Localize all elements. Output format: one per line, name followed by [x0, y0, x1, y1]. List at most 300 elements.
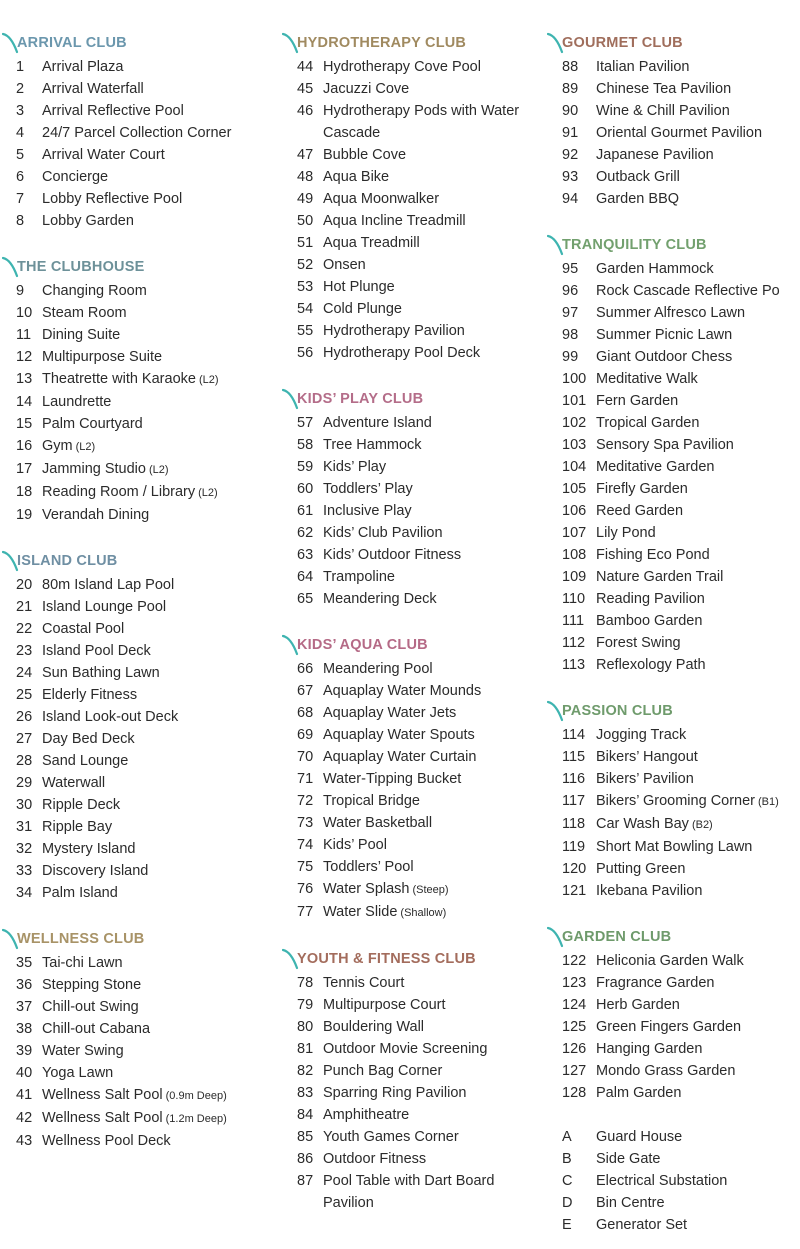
item-note: (L2): [198, 487, 218, 499]
item-name: Lily Pond: [596, 525, 656, 541]
list-item: [547, 456, 800, 478]
item-number: 36: [16, 977, 33, 993]
list-item: [547, 434, 800, 456]
item-name: Water-Tipping Bucket: [323, 771, 462, 787]
list-item: [282, 500, 544, 522]
section-header: [547, 30, 800, 56]
item-name-wrap: [596, 880, 800, 902]
item-name: Island Pool Deck: [42, 643, 151, 659]
item-number: 12: [16, 349, 33, 365]
item-number: 93: [562, 169, 579, 185]
item-number: 68: [297, 705, 314, 721]
item-name: Youth Games Corner: [323, 1129, 459, 1145]
list-item: [282, 188, 544, 210]
item-name: Meditative Walk: [596, 371, 698, 387]
list-item: [2, 618, 280, 640]
item-name: Reed Garden: [596, 503, 684, 519]
item-name-wrap: [596, 100, 800, 122]
item-name: Changing Room: [42, 283, 147, 299]
list-item: [547, 56, 800, 78]
item-name: Meandering Deck: [323, 591, 437, 607]
item-name: Aquaplay Water Spouts: [323, 727, 475, 743]
item-name-wrap: [596, 610, 800, 632]
item-number: 124: [562, 997, 587, 1013]
list-item: [282, 56, 544, 78]
item-name-wrap: [323, 298, 544, 320]
item-number: 24: [16, 665, 33, 681]
item-name: Aquaplay Water Curtain: [323, 749, 477, 765]
item-number: 28: [16, 753, 33, 769]
list-item: [547, 166, 800, 188]
item-name-wrap: [42, 596, 280, 618]
section-passion-club: [547, 698, 800, 902]
item-name-wrap: [323, 1104, 544, 1126]
list-item: [282, 1148, 544, 1170]
item-number: 70: [297, 749, 314, 765]
item-name: Pool Table with Dart Board Pavilion: [323, 1173, 495, 1211]
section-title: ISLAND CLUB: [17, 553, 118, 569]
item-name: Multipurpose Court: [323, 997, 446, 1013]
item-number: 121: [562, 883, 587, 899]
item-name: Sensory Spa Pavilion: [596, 437, 734, 453]
item-name-wrap: [323, 588, 544, 610]
section-kids-aqua-club: [282, 632, 544, 924]
item-name: Fishing Eco Pond: [596, 547, 710, 563]
item-name: Reflexology Path: [596, 657, 706, 673]
item-name: Bin Centre: [596, 1195, 665, 1211]
item-name: Guard House: [596, 1129, 683, 1145]
swoosh-icon: [547, 925, 567, 949]
item-name: Tropical Bridge: [323, 793, 420, 809]
item-number: 73: [297, 815, 314, 831]
amenity-list: [2, 574, 280, 904]
section-wellness-club: [2, 926, 280, 1152]
item-number: E: [562, 1217, 572, 1233]
swoosh-icon: [282, 633, 302, 657]
item-name: Palm Courtyard: [42, 416, 143, 432]
list-item: [282, 144, 544, 166]
item-name: Wellness Pool Deck: [42, 1133, 171, 1149]
item-name-wrap: [42, 144, 280, 166]
item-name: Water Swing: [42, 1043, 124, 1059]
item-number: 58: [297, 437, 314, 453]
item-name: 80m Island Lap Pool: [42, 577, 175, 593]
item-number: 100: [562, 371, 587, 387]
item-number: 87: [297, 1173, 314, 1189]
item-name: Arrival Plaza: [42, 59, 124, 75]
item-name-wrap: [323, 724, 544, 746]
item-name: Sun Bathing Lawn: [42, 665, 160, 681]
item-number: 49: [297, 191, 314, 207]
item-name-wrap: [42, 458, 280, 481]
item-name-wrap: [42, 750, 280, 772]
item-name-wrap: [323, 901, 544, 924]
list-item: [2, 166, 280, 188]
item-number: 117: [562, 793, 586, 809]
item-name-wrap: [42, 772, 280, 794]
item-name: Japanese Pavilion: [596, 147, 714, 163]
section-kids-play-club: [282, 386, 544, 610]
list-item: [282, 1104, 544, 1126]
list-item: [2, 210, 280, 232]
item-name-wrap: [596, 368, 800, 390]
amenity-list: [282, 412, 544, 610]
item-name: Garden Hammock: [596, 261, 714, 277]
list-item: [282, 724, 544, 746]
list-item: [2, 56, 280, 78]
item-name: Hanging Garden: [596, 1041, 703, 1057]
item-name: Hydrotherapy Pavilion: [323, 323, 465, 339]
item-number: 62: [297, 525, 314, 541]
item-name: Aqua Incline Treadmill: [323, 213, 466, 229]
item-number: 74: [297, 837, 314, 853]
item-name: Chill-out Swing: [42, 999, 139, 1015]
item-name: Hydrotherapy Pool Deck: [323, 345, 481, 361]
item-name-wrap: [596, 1082, 800, 1104]
item-name: Bubble Cove: [323, 147, 407, 163]
item-number: 47: [297, 147, 314, 163]
item-name-wrap: [42, 794, 280, 816]
item-number: 107: [562, 525, 587, 541]
item-number: 128: [562, 1085, 587, 1101]
list-item: [282, 1060, 544, 1082]
item-name-wrap: [323, 210, 544, 232]
list-item: [282, 746, 544, 768]
item-name: Generator Set: [596, 1217, 688, 1233]
section-header: [547, 698, 800, 724]
item-name: Hydrotherapy Cove Pool: [323, 59, 481, 75]
item-name-wrap: [596, 478, 800, 500]
list-item: [282, 522, 544, 544]
list-item: [282, 478, 544, 500]
section-youth-and-fitness-club: [282, 946, 544, 1214]
item-name-wrap: [596, 1192, 800, 1214]
item-number: 38: [16, 1021, 33, 1037]
item-name: Giant Outdoor Chess: [596, 349, 733, 365]
item-name-wrap: [596, 324, 800, 346]
list-item: [547, 324, 800, 346]
item-number: 25: [16, 687, 33, 703]
item-name-wrap: [42, 56, 280, 78]
item-number: 69: [297, 727, 314, 743]
item-number: 50: [297, 213, 314, 229]
item-number: 119: [562, 839, 586, 855]
list-item: [547, 302, 800, 324]
item-name: Firefly Garden: [596, 481, 688, 497]
item-note: (Steep): [412, 884, 449, 896]
item-name-wrap: [323, 566, 544, 588]
list-item: [282, 1082, 544, 1104]
list-item: [2, 882, 280, 904]
item-name-wrap: [42, 952, 280, 974]
item-name: Punch Bag Corner: [323, 1063, 443, 1079]
item-name-wrap: [42, 210, 280, 232]
section-header: [282, 30, 544, 56]
item-number: 6: [16, 169, 25, 185]
list-item: [282, 1126, 544, 1148]
item-name-wrap: [596, 188, 800, 210]
item-name-wrap: [596, 1126, 800, 1148]
item-name-wrap: [42, 280, 280, 302]
item-number: 53: [297, 279, 314, 295]
list-item: [282, 680, 544, 702]
list-item: [282, 276, 544, 298]
amenity-list: [2, 56, 280, 232]
item-name-wrap: [323, 972, 544, 994]
item-name: Aqua Treadmill: [323, 235, 420, 251]
item-number: 77: [297, 904, 314, 920]
item-number: 113: [562, 657, 586, 673]
list-item: [282, 972, 544, 994]
item-name: Fern Garden: [596, 393, 679, 409]
list-item: [547, 100, 800, 122]
item-name-wrap: [42, 838, 280, 860]
item-number: 101: [562, 393, 587, 409]
item-number: 75: [297, 859, 314, 875]
item-name: Outdoor Movie Screening: [323, 1041, 488, 1057]
item-name-wrap: [596, 790, 800, 813]
item-name-wrap: [323, 78, 544, 100]
list-item: [547, 746, 800, 768]
item-name: Herb Garden: [596, 997, 680, 1013]
item-name-wrap: [596, 836, 800, 858]
item-name: Wellness Salt Pool: [42, 1087, 163, 1103]
item-name-wrap: [323, 276, 544, 298]
item-number: C: [562, 1173, 573, 1189]
list-item: [547, 768, 800, 790]
item-number: 81: [297, 1041, 314, 1057]
swoosh-icon: [282, 947, 302, 971]
item-name-wrap: [42, 618, 280, 640]
item-name: Aquaplay Water Jets: [323, 705, 457, 721]
list-item: [282, 434, 544, 456]
item-number: 20: [16, 577, 33, 593]
section-hydrotherapy-club: [282, 30, 544, 364]
list-item: [547, 566, 800, 588]
item-name-wrap: [42, 391, 280, 413]
item-name-wrap: [596, 1214, 800, 1236]
item-name: Aqua Moonwalker: [323, 191, 440, 207]
item-name-wrap: [323, 232, 544, 254]
item-number: 90: [562, 103, 579, 119]
item-name-wrap: [323, 254, 544, 276]
item-name-wrap: [596, 972, 800, 994]
item-name-wrap: [323, 100, 544, 144]
section-header: [2, 30, 280, 56]
item-name: Outback Grill: [596, 169, 680, 185]
item-number: 59: [297, 459, 314, 475]
item-name: Onsen: [323, 257, 366, 273]
item-name: Nature Garden Trail: [596, 569, 724, 585]
item-name-wrap: [596, 144, 800, 166]
item-name-wrap: [323, 478, 544, 500]
item-number: 43: [16, 1133, 33, 1149]
list-item: [547, 1038, 800, 1060]
item-name-wrap: [323, 1170, 544, 1214]
item-name-wrap: [323, 834, 544, 856]
amenity-list: [547, 724, 800, 902]
swoosh-icon: [282, 387, 302, 411]
item-name-wrap: [42, 504, 280, 526]
item-name: Bikers’ Grooming Corner: [596, 793, 756, 809]
item-name: Stepping Stone: [42, 977, 142, 993]
list-item: [547, 1126, 800, 1148]
item-number: 2: [16, 81, 25, 97]
section-header: [2, 254, 280, 280]
item-name: Mystery Island: [42, 841, 136, 857]
item-name-wrap: [323, 144, 544, 166]
list-item: [547, 1214, 800, 1236]
list-item: [2, 838, 280, 860]
item-number: 51: [297, 235, 314, 251]
item-name: Amphitheatre: [323, 1107, 410, 1123]
item-note: (B2): [691, 819, 713, 831]
facility-legend: [547, 1126, 800, 1236]
swoosh-icon: [547, 699, 567, 723]
list-item: [282, 901, 544, 924]
list-item: [282, 78, 544, 100]
column-3: [547, 30, 800, 1236]
item-name: Arrival Reflective Pool: [42, 103, 184, 119]
item-number: B: [562, 1151, 572, 1167]
item-number: 14: [16, 394, 33, 410]
item-name: Lobby Garden: [42, 213, 134, 229]
list-item: [2, 574, 280, 596]
item-name-wrap: [596, 302, 800, 324]
item-number: 89: [562, 81, 579, 97]
item-name-wrap: [42, 684, 280, 706]
item-name-wrap: [596, 724, 800, 746]
item-name: Waterwall: [42, 775, 106, 791]
item-number: 31: [16, 819, 33, 835]
section-header: [547, 924, 800, 950]
list-item: [2, 640, 280, 662]
item-number: 5: [16, 147, 25, 163]
item-name-wrap: [42, 1040, 280, 1062]
item-name: Aquaplay Water Mounds: [323, 683, 482, 699]
item-number: 91: [562, 125, 579, 141]
list-item: [282, 702, 544, 724]
item-name: Jacuzzi Cove: [323, 81, 410, 97]
amenity-list: [2, 952, 280, 1152]
item-name: Mondo Grass Garden: [596, 1063, 736, 1079]
item-name-wrap: [596, 166, 800, 188]
list-item: [547, 500, 800, 522]
list-item: [2, 596, 280, 618]
item-name-wrap: [596, 1016, 800, 1038]
item-number: 61: [297, 503, 314, 519]
item-number: 19: [16, 507, 33, 523]
list-item: [2, 728, 280, 750]
item-number: D: [562, 1195, 573, 1211]
item-name: Heliconia Garden Walk: [596, 953, 744, 969]
list-item: [2, 750, 280, 772]
item-name-wrap: [596, 858, 800, 880]
item-name-wrap: [42, 435, 280, 458]
list-item: [282, 768, 544, 790]
item-name: Oriental Gourmet Pavilion: [596, 125, 763, 141]
item-number: 3: [16, 103, 25, 119]
item-name: Theatrette with Karaoke: [42, 371, 196, 387]
item-name-wrap: [42, 188, 280, 210]
item-name: Discovery Island: [42, 863, 149, 879]
item-number: 82: [297, 1063, 314, 1079]
item-name-wrap: [596, 1148, 800, 1170]
item-name-wrap: [596, 258, 800, 280]
item-number: 71: [297, 771, 314, 787]
item-name-wrap: [323, 166, 544, 188]
item-name-wrap: [596, 813, 800, 836]
item-name-wrap: [596, 654, 800, 676]
item-name-wrap: [323, 1082, 544, 1104]
item-name: Gym: [42, 438, 73, 454]
item-name: Inclusive Play: [323, 503, 412, 519]
list-item: [547, 258, 800, 280]
list-item: [282, 878, 544, 901]
item-name: Yoga Lawn: [42, 1065, 114, 1081]
item-name: Kids’ Pool: [323, 837, 387, 853]
item-name: Bamboo Garden: [596, 613, 703, 629]
amenity-list: [547, 258, 800, 676]
item-number: 32: [16, 841, 33, 857]
section-title: PASSION CLUB: [562, 703, 673, 719]
column-2: [282, 30, 544, 1236]
item-number: 64: [297, 569, 314, 585]
item-number: 46: [297, 103, 314, 119]
item-name-wrap: [596, 522, 800, 544]
item-name: Tree Hammock: [323, 437, 422, 453]
swoosh-icon: [2, 549, 22, 573]
item-name-wrap: [596, 500, 800, 522]
item-name: Palm Island: [42, 885, 118, 901]
swoosh-icon: [547, 233, 567, 257]
list-item: [282, 210, 544, 232]
list-item: [547, 122, 800, 144]
list-item: [547, 858, 800, 880]
section-title: KIDS’ PLAY CLUB: [297, 391, 424, 407]
item-name-wrap: [323, 434, 544, 456]
item-number: 45: [297, 81, 314, 97]
section-arrival-club: [2, 30, 280, 232]
list-item: [2, 413, 280, 435]
item-number: 86: [297, 1151, 314, 1167]
item-name: Bikers’ Pavilion: [596, 771, 694, 787]
item-name: Dining Suite: [42, 327, 121, 343]
item-number: 106: [562, 503, 587, 519]
list-item: [2, 860, 280, 882]
list-item: [282, 812, 544, 834]
item-name-wrap: [42, 346, 280, 368]
list-item: [282, 342, 544, 364]
item-number: 99: [562, 349, 579, 365]
list-item: [282, 100, 544, 144]
list-item: [547, 790, 800, 813]
list-item: [2, 816, 280, 838]
item-name: Meditative Garden: [596, 459, 715, 475]
list-item: [2, 458, 280, 481]
item-number: 108: [562, 547, 587, 563]
item-name: Short Mat Bowling Lawn: [596, 839, 753, 855]
list-item: [2, 368, 280, 391]
item-name: Kids’ Club Pavilion: [323, 525, 443, 541]
list-item: [282, 320, 544, 342]
item-name-wrap: [42, 860, 280, 882]
item-number: 17: [16, 461, 33, 477]
item-number: 76: [297, 881, 314, 897]
list-item: [2, 952, 280, 974]
item-name-wrap: [42, 1107, 280, 1130]
item-number: 88: [562, 59, 579, 75]
